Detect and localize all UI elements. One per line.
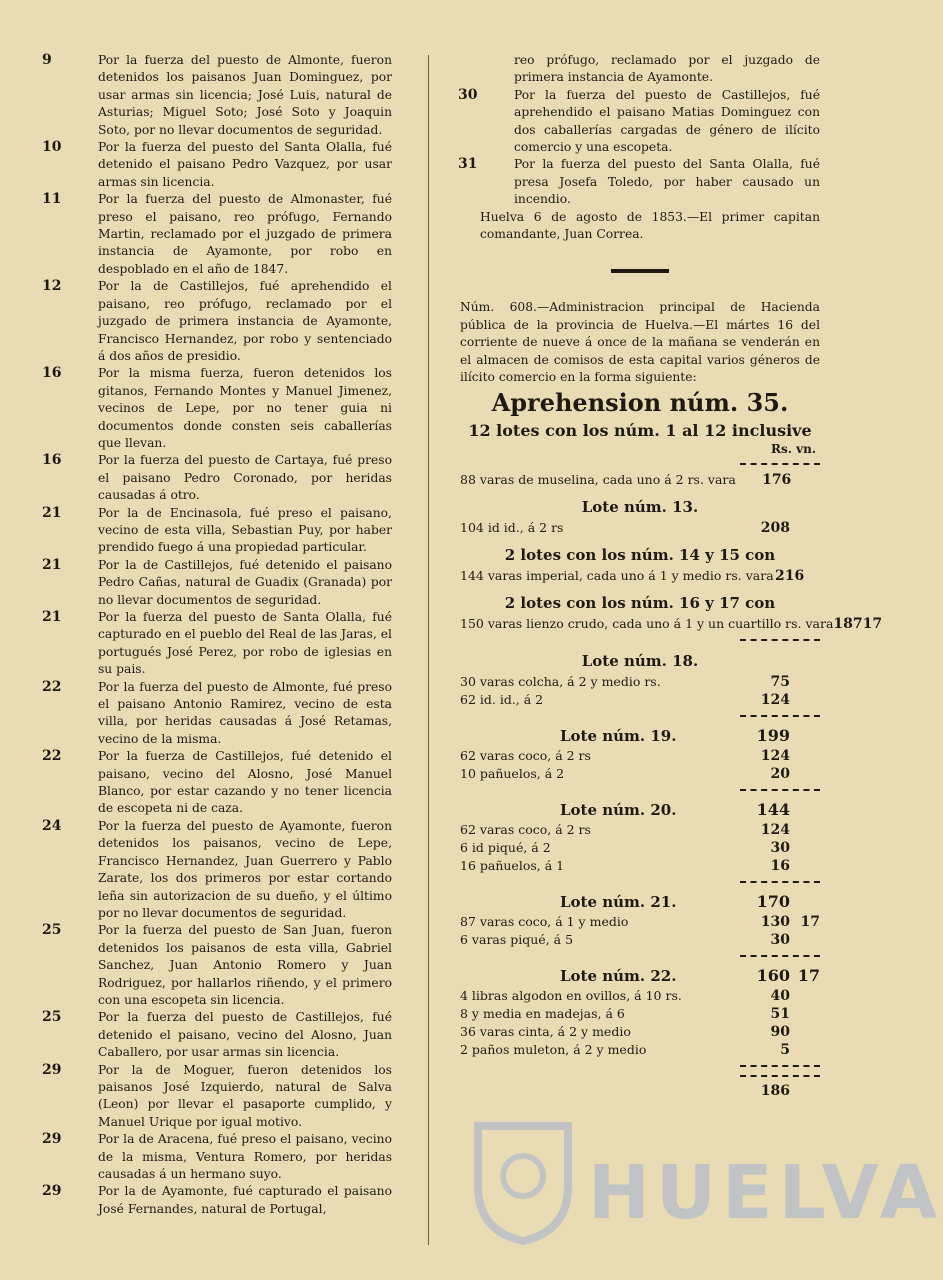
entry-paragraph bbox=[44, 557, 392, 609]
entry-day-number: 9 bbox=[42, 52, 52, 68]
entry-day-number: 21 bbox=[42, 504, 62, 521]
lot-rule bbox=[740, 463, 820, 467]
lot-rule bbox=[740, 955, 820, 959]
lot-item-amount: 20 bbox=[770, 765, 790, 782]
entry-day-number: 29 bbox=[42, 1131, 62, 1148]
final-total-row bbox=[460, 1083, 820, 1100]
entry-day-number: 24 bbox=[42, 817, 62, 834]
entry-day-number: 25 bbox=[42, 922, 62, 939]
first-lots-header: 12 lotes con los núm. 1 al 12 inclusive bbox=[468, 420, 812, 440]
lot-heading bbox=[460, 801, 820, 819]
entry-text: Por la fuerza del puesto del Santa Olalla, fué detenido el paisano Pedro Vazquez, por usar armas sin licencia. bbox=[98, 140, 392, 189]
lot-item-row bbox=[460, 747, 820, 765]
aprehension-title: Aprehension núm. 35. bbox=[491, 387, 789, 417]
lot-total: 199 bbox=[756, 725, 790, 745]
lot-item-text: 62 varas coco, á 2 rs bbox=[460, 821, 591, 837]
lot-total: 144 bbox=[756, 799, 790, 819]
entry-day-number: 30 bbox=[458, 86, 478, 103]
right-column bbox=[458, 52, 883, 1100]
entry-text: Por la fuerza del puesto de Almonte, fueron detenidos los paisanos Juan Dominguez, por usar armas sin licencia; José Luis, natural de Asturias; Miguel Soto; José Soto y Joaquin Soto, por no llevar documentos de seguridad. bbox=[98, 53, 392, 137]
entry-paragraph bbox=[44, 1062, 392, 1132]
entry-text: Por la de Encinasola, fué preso el paisano, vecino de esta villa, Sebastian Puy, por haber prendido fuego á una propiedad particular. bbox=[98, 505, 392, 555]
watermark-text: HUELVA bbox=[588, 1150, 943, 1236]
lot-item-amount: 216 bbox=[774, 567, 805, 584]
lot-total: 170 bbox=[756, 891, 790, 911]
entry-text: Por la de Aracena, fué preso el paisano, vecino de la misma, Ventura Romero, por heridas causadas á un hermano suyo. bbox=[98, 1132, 392, 1181]
lot-heading bbox=[460, 893, 820, 911]
units-label: Rs. vn. bbox=[771, 441, 816, 456]
lot-item-amount: 124 bbox=[760, 691, 790, 708]
entry-paragraph bbox=[460, 87, 820, 157]
lot-item-row bbox=[460, 931, 820, 949]
lot-item-amount: 208 bbox=[760, 519, 790, 536]
lot-item-text: 6 varas piqué, á 5 bbox=[460, 931, 574, 947]
entry-text: Por la de Moguer, fueron detenidos los paisanos José Izquierdo, natural de Salva (Leon) por llevar el pasaporte cumplido, y Manuel Urique por igual motivo. bbox=[98, 1062, 392, 1129]
lot-item-text: 8 y media en madejas, á 6 bbox=[460, 1005, 625, 1021]
entry-paragraph bbox=[44, 922, 392, 1009]
continuation-paragraph bbox=[460, 52, 820, 87]
entry-paragraph bbox=[44, 609, 392, 679]
lot-total: 160 bbox=[756, 965, 790, 985]
lot-item-amount: 16 bbox=[770, 857, 790, 874]
lot-item-text: 4 libras algodon en ovillos, á 10 rs. bbox=[460, 987, 682, 1003]
lot-title: Lote núm. 22. bbox=[560, 966, 677, 985]
lot-rule bbox=[740, 789, 820, 793]
lot-item-amount: 51 bbox=[770, 1005, 790, 1022]
lot-item-row bbox=[460, 1005, 820, 1023]
lot-item-amount: 30 bbox=[770, 931, 790, 948]
lot-heading: 2 lotes con los núm. 16 y 17 con bbox=[504, 593, 776, 612]
lot-item-amount: 124 bbox=[760, 821, 790, 838]
lot-item-text: 150 varas lienzo crudo, cada uno á 1 y un cuartillo rs. vara bbox=[460, 615, 834, 631]
lot-item-text: 6 id piqué, á 2 bbox=[460, 839, 551, 855]
lot-item-amount: 30 bbox=[770, 839, 790, 856]
left-column bbox=[44, 52, 392, 1218]
entry-text: Por la fuerza del puesto del Santa Olalla, fué presa Josefa Toledo, por haber causado un incendio. bbox=[514, 157, 820, 207]
lot-item-cents: 17 bbox=[800, 913, 820, 930]
lot-rule bbox=[740, 1065, 820, 1069]
lots-list bbox=[460, 463, 883, 1069]
lot-heading: Lote núm. 18. bbox=[581, 651, 699, 670]
column-divider bbox=[428, 55, 429, 1245]
lot-rule bbox=[740, 881, 820, 885]
entry-paragraph bbox=[44, 505, 392, 557]
notice-paragraph: Núm. 608.—Administracion principal de Hacienda pública de la provincia de Huelva.—El mártes 16 del corriente de nueve á once de la mañana se venderán en el almacen de comisos de esta capital varios géneros de ilícito comercio en la forma siguiente: bbox=[460, 300, 820, 385]
entry-text: Por la de Ayamonte, fué capturado el paisano José Fernandes, natural de Portugal, bbox=[98, 1184, 392, 1216]
lot-item-row bbox=[460, 913, 820, 931]
lot-item-row bbox=[460, 821, 820, 839]
entry-text: Por la fuerza del puesto de Castillejos, fué aprehendido el paisano Matias Dominguez con dos caballerías cargadas de género de ilícito comercio y una escopeta. bbox=[514, 87, 820, 155]
lot-item-row bbox=[460, 615, 883, 633]
lot-item-row bbox=[460, 857, 820, 875]
entry-day-number: 11 bbox=[42, 191, 62, 208]
lot-item-text: 104 id id., á 2 rs bbox=[460, 519, 564, 535]
lot-item-amount: 124 bbox=[760, 747, 790, 764]
lot-total-cents: 17 bbox=[797, 965, 820, 985]
entry-paragraph bbox=[44, 452, 392, 504]
lot-item-text: 144 varas imperial, cada uno á 1 y medio rs. vara bbox=[460, 567, 774, 583]
continuation-text: reo prófugo, reclamado por el juzgado de primera instancia de Ayamonte. bbox=[514, 53, 820, 85]
lot-item-amount: 75 bbox=[770, 673, 790, 690]
lot-item-cents: 17 bbox=[862, 615, 883, 632]
lot-item-row bbox=[460, 471, 820, 489]
watermark bbox=[468, 1110, 943, 1270]
lot-item-text: 88 varas de muselina, cada uno á 2 rs. vara bbox=[460, 471, 736, 487]
entry-text: Por la fuerza del puesto de Almonaster, fué preso el paisano, reo prófugo, Fernando Martin, reclamado por el juzgado de primera instancia de Ayamonte, por robo en despoblado en el año de 1847. bbox=[98, 192, 392, 276]
entry-day-number: 21 bbox=[42, 609, 62, 625]
watermark-seal-icon bbox=[468, 1116, 578, 1246]
entry-paragraph bbox=[44, 818, 392, 922]
lot-item-row bbox=[460, 839, 820, 857]
entry-day-number: 16 bbox=[42, 452, 62, 469]
entry-day-number: 22 bbox=[42, 748, 62, 765]
lot-item-row bbox=[460, 987, 820, 1005]
entry-day-number: 31 bbox=[458, 156, 478, 173]
lot-rule bbox=[740, 639, 820, 643]
entry-paragraph bbox=[44, 1183, 392, 1218]
lot-item-text: 16 pañuelos, á 1 bbox=[460, 857, 565, 873]
lot-item-row bbox=[460, 765, 820, 783]
lot-item-row bbox=[460, 567, 820, 585]
lot-title: Lote núm. 20. bbox=[560, 800, 677, 819]
entry-text: Por la fuerza del puesto de Santa Olalla, fué capturado en el pueblo del Real de las Jaras, el portugués José Perez, por robo de iglesias en su pais. bbox=[98, 610, 392, 677]
lot-item-amount: 90 bbox=[770, 1023, 790, 1040]
date-signature: Huelva 6 de agosto de 1853.—El primer capitan comandante, Juan Correa. bbox=[480, 209, 820, 242]
lot-item-amount: 130 bbox=[760, 913, 790, 930]
lot-item-text: 2 paños muleton, á 2 y medio bbox=[460, 1041, 647, 1057]
entry-day-number: 21 bbox=[42, 556, 62, 573]
entry-day-number: 12 bbox=[42, 278, 62, 295]
lot-item-amount: 176 bbox=[762, 471, 792, 488]
left-entries-list bbox=[44, 52, 392, 1218]
entry-text: Por la fuerza del puesto de San Juan, fueron detenidos los paisanos de esta villa, Gabriel Sanchez, Juan Antonio Romero y Juan Rodriguez, por hallarlos riñendo, y el primero con una escopeta sin licencia. bbox=[98, 923, 392, 1007]
final-total-rule bbox=[740, 1075, 820, 1079]
entry-text: Por la fuerza del puesto de Almonte, fué preso el paisano Antonio Ramirez, vecino de esta villa, por heridas causadas á José Retamas, vecino de la misma. bbox=[98, 679, 392, 746]
lot-item-text: 62 id. id., á 2 bbox=[460, 691, 544, 707]
final-total: 186 bbox=[760, 1082, 790, 1099]
lot-title: Lote núm. 21. bbox=[560, 892, 677, 911]
entry-text: Por la fuerza de Castillejos, fué detenido el paisano, vecino del Alosno, José Manuel Blanco, por estar cazando y no tener licencia de escopeta ni de caza. bbox=[98, 749, 392, 816]
entry-day-number: 29 bbox=[42, 1061, 62, 1078]
lot-title: Lote núm. 19. bbox=[560, 726, 677, 745]
lot-heading: Lote núm. 13. bbox=[581, 497, 699, 516]
entry-paragraph bbox=[44, 1131, 392, 1183]
entry-paragraph bbox=[44, 278, 392, 365]
entry-day-number: 29 bbox=[42, 1183, 62, 1200]
entry-paragraph bbox=[44, 1009, 392, 1061]
lot-item-row bbox=[460, 1041, 820, 1059]
lot-item-row bbox=[460, 519, 820, 537]
entry-text: Por la fuerza del puesto de Castillejos, fué detenido el paisano, vecino del Alosno, Juan Caballero, por usar armas sin licencia. bbox=[98, 1010, 392, 1060]
entry-day-number: 25 bbox=[42, 1009, 62, 1026]
right-entries-list bbox=[460, 87, 820, 209]
entry-paragraph bbox=[44, 365, 392, 452]
lot-item-row bbox=[460, 1023, 820, 1041]
lot-heading bbox=[460, 727, 820, 745]
section-rule bbox=[611, 269, 669, 273]
lot-heading bbox=[460, 967, 820, 985]
lot-heading: 2 lotes con los núm. 14 y 15 con bbox=[504, 545, 776, 564]
lot-item-text: 10 pañuelos, á 2 bbox=[460, 765, 565, 781]
entry-day-number: 10 bbox=[42, 139, 62, 156]
lot-item-text: 62 varas coco, á 2 rs bbox=[460, 747, 591, 763]
lot-item-amount: 40 bbox=[770, 987, 790, 1004]
lot-item-row bbox=[460, 691, 820, 709]
lot-item-amount: 5 bbox=[780, 1041, 790, 1058]
entry-text: Por la de Castillejos, fué detenido el paisano Pedro Cañas, natural de Guadix (Granada) por no llevar documentos de seguridad. bbox=[98, 557, 392, 607]
entry-text: Por la de Castillejos, fué aprehendido el paisano, reo prófugo, reclamado por el juzgado de primera instancia de Ayamonte, Francisco Hernandez, por robo y sentenciado á dos años de presidio. bbox=[98, 279, 392, 363]
lot-item-text: 87 varas coco, á 1 y medio bbox=[460, 913, 629, 929]
entry-paragraph bbox=[44, 679, 392, 749]
lot-item-row bbox=[460, 673, 820, 691]
lot-item-text: 36 varas cinta, á 2 y medio bbox=[460, 1023, 631, 1039]
lot-item-amount: 187 bbox=[833, 615, 863, 632]
lot-rule bbox=[740, 715, 820, 719]
entry-paragraph bbox=[44, 139, 392, 191]
entry-text: Por la fuerza del puesto de Cartaya, fué preso el paisano Pedro Coronado, por heridas causadas á otro. bbox=[98, 453, 392, 503]
entry-text: Por la fuerza del puesto de Ayamonte, fueron detenidos los paisanos, vecino de Lepe, Francisco Hernandez, Juan Guerrero y Pablo Zarate, los dos primeros por estar cortando leña sin autorizacion de su dueño, y el último por no llevar documentos de seguridad. bbox=[98, 818, 392, 920]
entry-paragraph bbox=[44, 191, 392, 278]
entry-day-number: 16 bbox=[42, 365, 62, 382]
entry-paragraph bbox=[44, 748, 392, 818]
entry-text: Por la misma fuerza, fueron detenidos los gitanos, Fernando Montes y Manuel Jimenez, vecinos de Lepe, por no tener guia ni documentos donde consten seis caballerías que llevan. bbox=[98, 366, 392, 450]
entry-paragraph bbox=[44, 52, 392, 139]
entry-day-number: 22 bbox=[42, 678, 62, 695]
lot-item-text: 30 varas colcha, á 2 y medio rs. bbox=[460, 673, 661, 689]
entry-paragraph bbox=[460, 156, 820, 208]
